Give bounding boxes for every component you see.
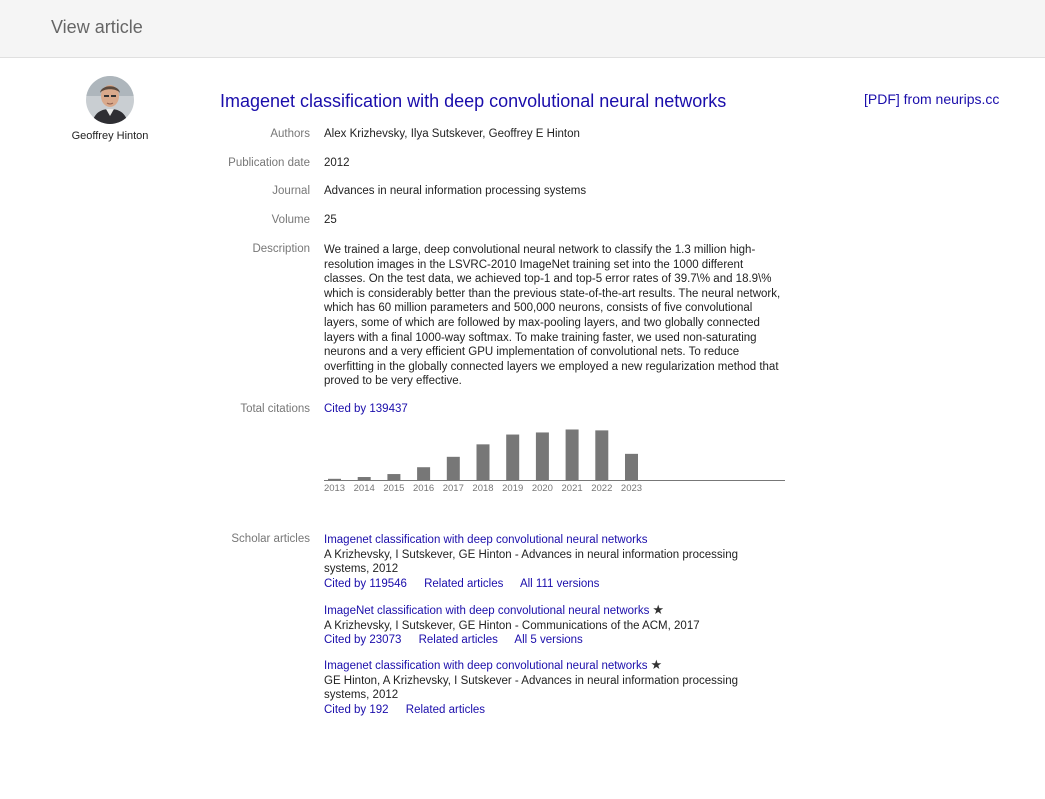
- scholar-cited-by-link[interactable]: Cited by 119546: [324, 577, 407, 590]
- author-profile[interactable]: [60, 76, 160, 142]
- citation-bar-2020[interactable]: [536, 432, 549, 480]
- year-tick-label: 2013: [324, 483, 346, 494]
- related-articles-link[interactable]: Related articles: [418, 634, 498, 647]
- year-tick-label: 2020: [531, 483, 553, 494]
- year-tick-label: 2018: [472, 483, 494, 494]
- related-articles-link[interactable]: Related articles: [405, 703, 486, 716]
- scholar-article-item: [324, 533, 764, 591]
- journal-label: Journal: [272, 185, 310, 197]
- citation-bar-2016[interactable]: [417, 467, 430, 480]
- scholar-articles-label: Scholar articles: [231, 533, 310, 545]
- volume-label: Volume: [271, 214, 310, 226]
- year-tick-label: 2015: [383, 483, 405, 494]
- citation-bar-2021[interactable]: [566, 429, 579, 480]
- scholar-article-title-link[interactable]: ImageNet classification with deep convolutional neural networks: [324, 605, 650, 617]
- date-value: 2012: [324, 157, 350, 169]
- year-tick-label: 2014: [353, 483, 375, 494]
- article-title-link[interactable]: Imagenet classification with deep convolutional neural networks: [220, 91, 727, 111]
- scholar-article-meta: A Krizhevsky, I Sutskever, GE Hinton - Communications of the ACM, 2017: [324, 619, 700, 632]
- pdf-link[interactable]: [PDF] from neurips.cc: [864, 91, 1000, 107]
- related-articles-link[interactable]: Related articles: [424, 577, 504, 590]
- year-tick-label: 2017: [442, 483, 464, 494]
- year-tick-label: 2019: [502, 483, 524, 494]
- author-name[interactable]: Geoffrey Hinton: [71, 130, 149, 142]
- citation-bar-2023[interactable]: [625, 454, 638, 480]
- star-icon[interactable]: ★: [652, 602, 665, 617]
- star-icon[interactable]: ★: [650, 657, 663, 672]
- citation-bar-2019[interactable]: [506, 435, 519, 480]
- year-tick-label: 2022: [591, 483, 613, 494]
- cited-by-link[interactable]: Cited by 139437: [324, 403, 408, 415]
- scholar-cited-by-link[interactable]: Cited by 192: [324, 703, 389, 716]
- year-tick-label: 2016: [413, 483, 435, 494]
- scholar-cited-by-link[interactable]: Cited by 23073: [324, 634, 402, 647]
- citation-bar-2015[interactable]: [387, 474, 400, 480]
- citations-chart: [324, 420, 786, 500]
- citation-bar-2013[interactable]: [328, 479, 341, 480]
- page-title: View article: [51, 17, 143, 37]
- top-bar: [0, 0, 1045, 58]
- year-tick-label: 2021: [561, 483, 583, 494]
- year-tick-label: 2023: [620, 483, 643, 494]
- scholar-article-meta: GE Hinton, A Krizhevsky, I Sutskever - Advances in neural information processing systems, 2012: [324, 674, 738, 702]
- avatar[interactable]: [86, 76, 134, 124]
- date-label: Publication date: [228, 157, 310, 169]
- all-versions-link[interactable]: All 5 versions: [514, 634, 583, 647]
- scholar-article-title-link[interactable]: Imagenet classification with deep convolutional neural networks: [324, 534, 648, 546]
- scholar-article-item: [324, 603, 764, 648]
- volume-value: 25: [324, 214, 337, 226]
- citation-bar-2022[interactable]: [595, 430, 608, 480]
- scholar-article-meta: A Krizhevsky, I Sutskever, GE Hinton - Advances in neural information processing systems, 2012: [324, 548, 738, 576]
- scholar-article-item: [324, 658, 764, 717]
- scholar-article-title-link[interactable]: Imagenet classification with deep convolutional neural networks: [324, 660, 648, 672]
- total-citations-label: Total citations: [240, 403, 310, 415]
- citation-bar-2017[interactable]: [447, 457, 460, 480]
- citations-chart-svg: [324, 420, 786, 500]
- authors-value: Alex Krizhevsky, Ilya Sutskever, Geoffrey E Hinton: [324, 128, 580, 140]
- citation-bar-2018[interactable]: [477, 444, 490, 480]
- journal-value: Advances in neural information processing systems: [324, 185, 587, 197]
- description-text: We trained a large, deep convolutional neural network to classify the 1.3 million high-resolution images in the LSVRC-2010 ImageNet training set into the 1000 different classes. On the test data, we achieved top-1 and top-5 error rates of 39.7\% and 18.9\% which is considerably better than the previous state-of-the-art results. The neural network, which has 60 million parameters and 500,000 neurons, consists of five convolutional layers, some of which are followed by max-pooling layers, and two globally connected layers with a final 1000-way softmax. To make training faster, we used non-saturating neurons and a very efficient GPU implementation of convolutional nets. To reduce overfitting in the globally connected layers we employed a new regularization method that proved to be very effective.: [324, 244, 781, 388]
- description-label: Description: [252, 243, 310, 255]
- citation-bar-2014[interactable]: [358, 477, 371, 480]
- all-versions-link[interactable]: All 111 versions: [519, 577, 600, 590]
- authors-label: Authors: [270, 128, 310, 140]
